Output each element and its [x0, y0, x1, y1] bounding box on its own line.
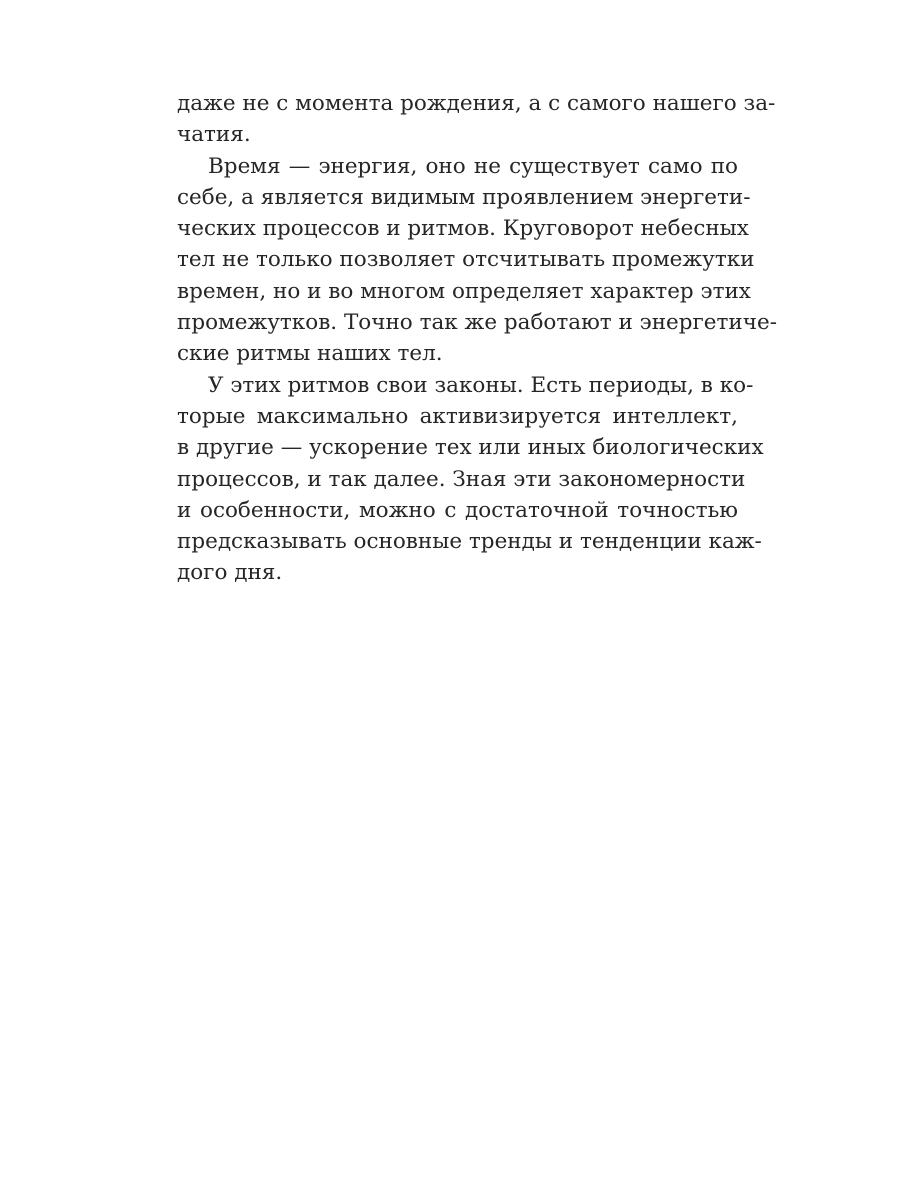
body-text	[177, 88, 777, 589]
text-line: ские ритмы наших тел.	[177, 341, 443, 367]
text-line: чатия.	[177, 122, 251, 148]
text-line: даже не с момента рождения, а с самого нашего за-	[177, 91, 776, 116]
paragraph-1	[177, 88, 776, 151]
text-line: промежутков. Точно так же работают и энергетиче-	[177, 310, 777, 336]
text-line: и особенности, можно с достаточной точностью	[177, 497, 738, 523]
text-line: процессов, и так далее. Зная эти закономерности	[177, 466, 746, 492]
paragraph-2	[177, 151, 777, 370]
paragraph-3	[177, 370, 764, 589]
text-line: себе, а является видимым проявлением энергети-	[177, 184, 751, 210]
text-line: предсказывать основные тренды и тенденции каж-	[177, 529, 762, 555]
text-line: Время — энергия, оно не существует само по	[208, 153, 738, 179]
text-line: в другие — ускорение тех или иных биологических	[177, 435, 764, 461]
text-line: времен, но и во многом определяет характер этих	[177, 278, 751, 304]
text-line: дого дня.	[177, 560, 283, 586]
text-line: ческих процессов и ритмов. Круговорот небесных	[177, 216, 749, 242]
text-line: У этих ритмов свои законы. Есть периоды, в ко-	[208, 372, 754, 398]
text-line: тел не только позволяет отсчитывать промежутки	[177, 247, 755, 273]
text-line: торые максимально активизируется интеллект,	[177, 403, 738, 429]
